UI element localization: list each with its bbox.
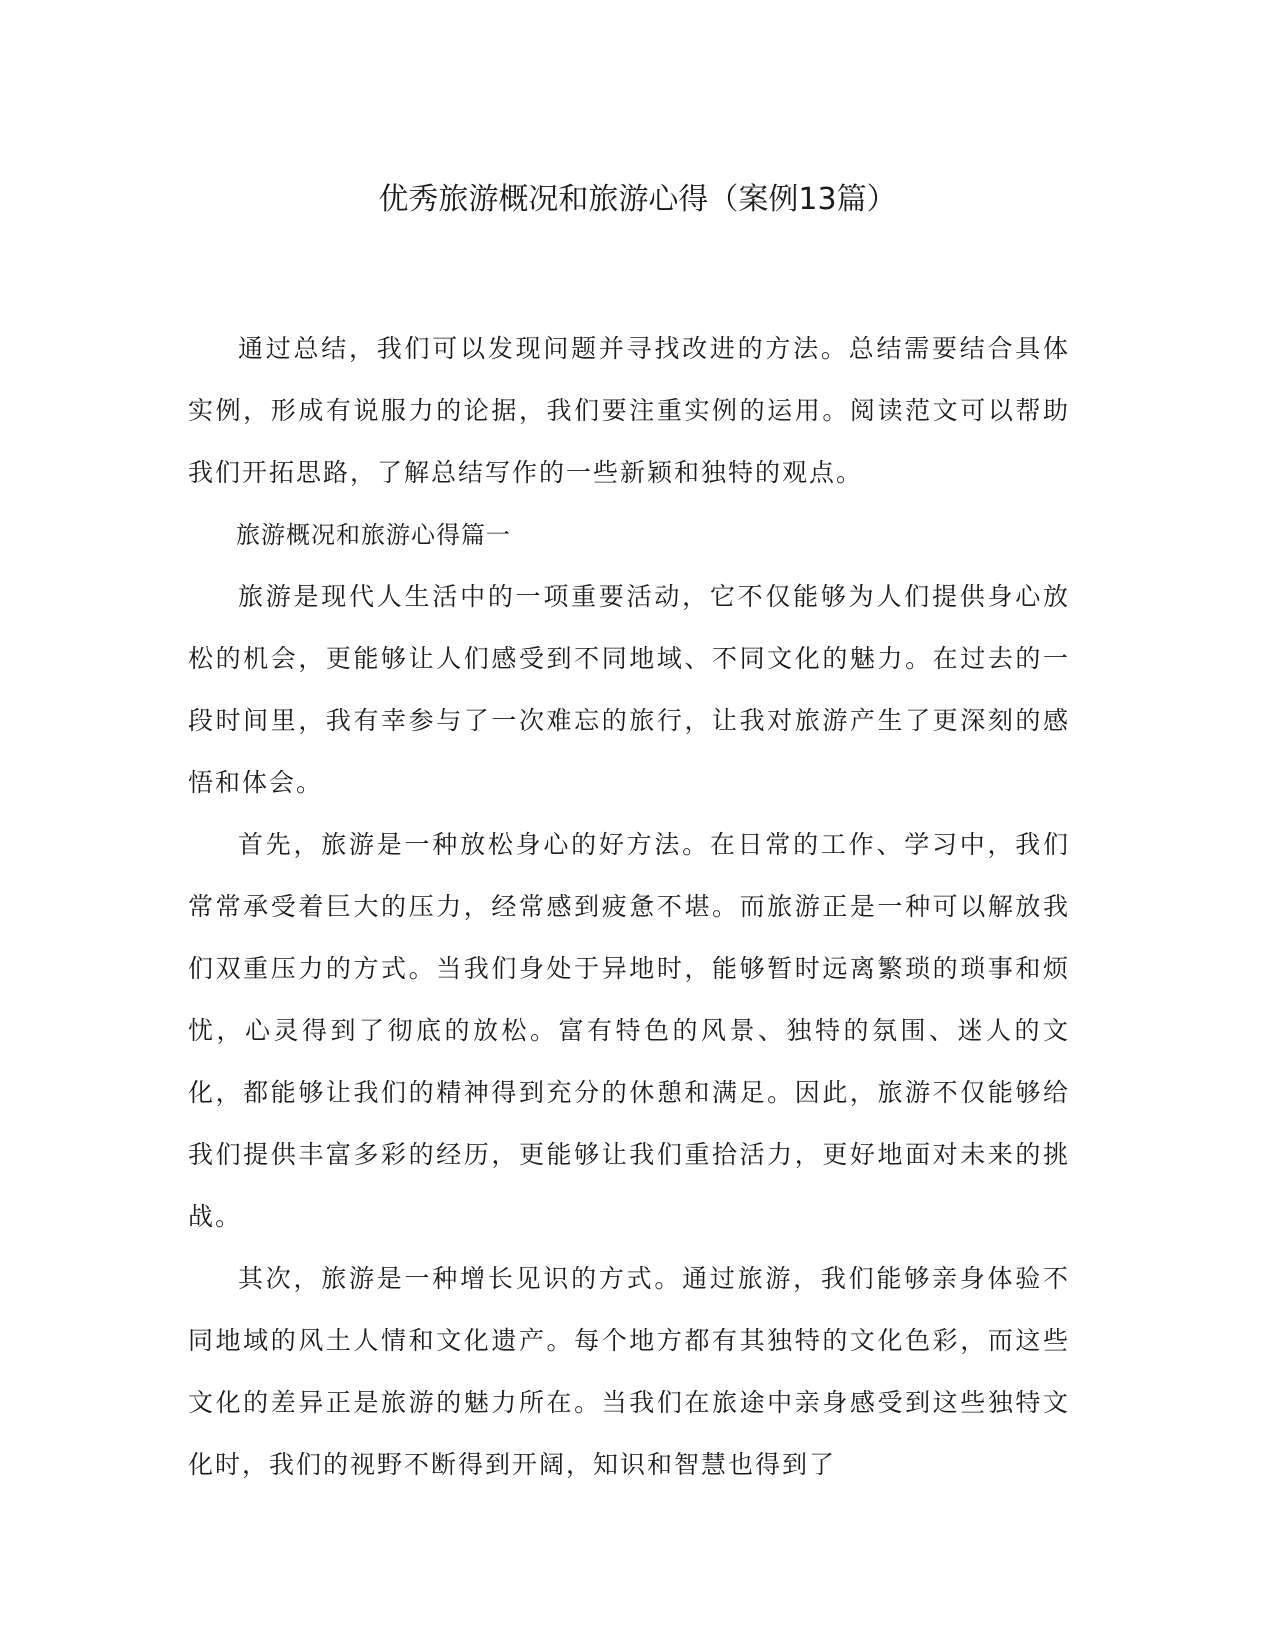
- document-title: 优秀旅游概况和旅游心得（案例13篇）: [378, 182, 897, 217]
- section-heading: 旅游概况和旅游心得篇一: [236, 521, 511, 549]
- body-paragraph: 首先，旅游是一种放松身心的好方法。在日常的工作、学习中，我们常常承受着巨大的压力，经常感到疲惫不堪。而旅游正是一种可以解放我们双重压力的方式。当我们身处于异地时，能够暂时远离繁琐的琐事和烦忧，心灵得到了彻底的放松。富有特色的风景、独特的氛围、迷人的文化，都能够让我们的精神得到充分的休憩和满足。因此，旅游不仅能够给我们提供丰富多彩的经历，更能够让我们重拾活力，更好地面对未来的挑战。: [188, 830, 1070, 1231]
- body-paragraph: 其次，旅游是一种增长见识的方式。通过旅游，我们能够亲身体验不同地域的风土人情和文化遗产。每个地方都有其独特的文化色彩，而这些文化的差异正是旅游的魅力所在。当我们在旅途中亲身感受到这些独特文化时，我们的视野不断得到开阔，知识和智慧也得到了: [188, 1264, 1070, 1479]
- intro-paragraph: 通过总结，我们可以发现问题并寻找改进的方法。总结需要结合具体实例，形成有说服力的论据，我们要注重实例的运用。阅读范文可以帮助我们开拓思路，了解总结写作的一些新颖和独特的观点。: [188, 334, 1070, 487]
- document-body: [188, 318, 1070, 1496]
- body-paragraph: 旅游是现代人生活中的一项重要活动，它不仅能够为人们提供身心放松的机会，更能够让人们感受到不同地域、不同文化的魅力。在过去的一段时间里，我有幸参与了一次难忘的旅行，让我对旅游产生了更深刻的感悟和体会。: [188, 582, 1070, 797]
